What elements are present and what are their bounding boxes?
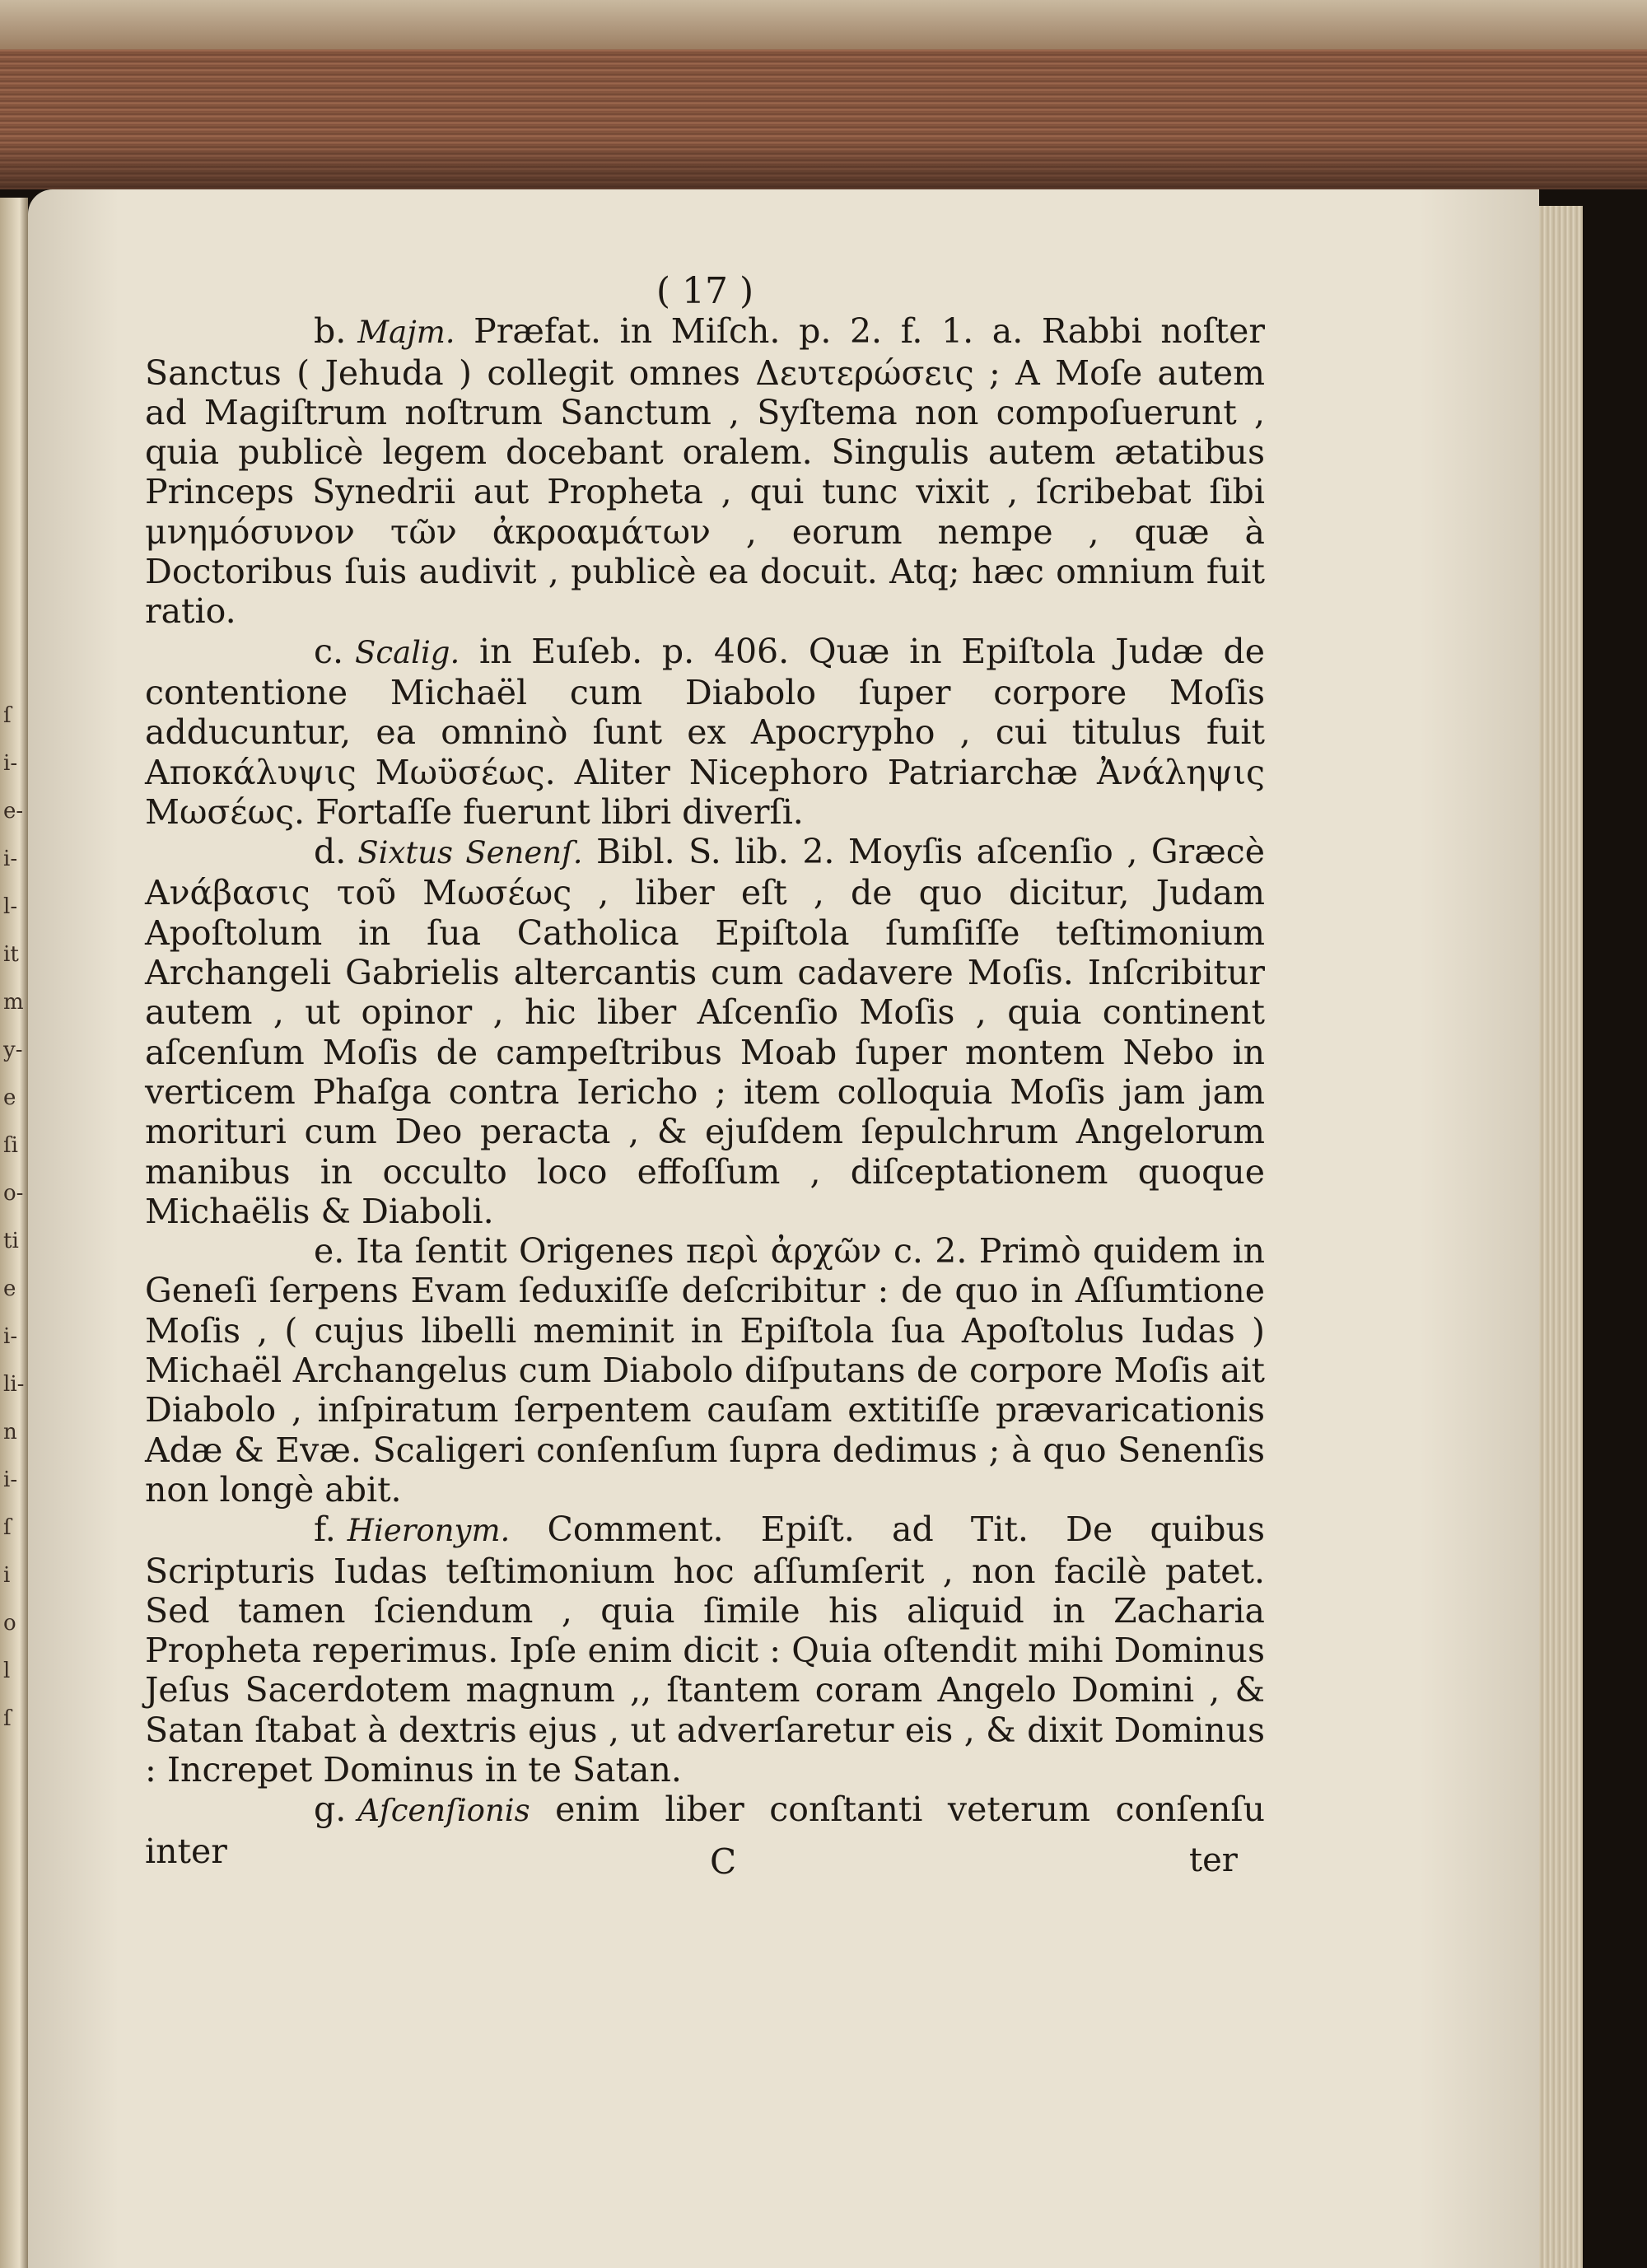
facing-page-fragment: m xyxy=(3,990,24,1015)
book-cover-edge xyxy=(0,0,1647,49)
footnote-citation: Hieronym. xyxy=(347,1513,511,1549)
facing-page-edge xyxy=(0,198,28,2268)
catchword: ter xyxy=(1189,1841,1238,1879)
footnote-d xyxy=(145,832,1265,1231)
footnote-e xyxy=(145,1231,1265,1510)
footnote-label: g. xyxy=(314,1790,347,1830)
facing-page-fragment: n xyxy=(3,1420,17,1444)
footnote-g xyxy=(145,1790,1265,1871)
facing-page-fragments xyxy=(3,692,25,1743)
footnote-citation: Sixtus Senenſ. xyxy=(357,835,583,871)
footnote-text: Ita ſentit Origenes περὶ ἀρχῶν c. 2. Primò quidem in Geneſi ſerpens Evam ſeduxiſſe deſcribitur : de quo in Aſſumtione Moſis , ( cujus libelli meminit in Epiſtola ſua Apoſtolus Iudas ) Michaël Archangelus cum Diabolo diſputans de corpore Moſis ait Diabolo , inſpiratum ſerpentem cauſam extitiſſe prævaricationis Adæ & Evæ. Scaligeri conſenſum ſupra dedimus ; à quo Senenſis non longè abit. xyxy=(145,1231,1265,1510)
footnote-text: Præfat. in Miſch. p. 2. f. 1. a. Rabbi noſter Sanctus ( Jehuda ) collegit omnes Δευτερώσεις ; A Moſe autem ad Magiſtrum noſtrum Sanctum , Syſtema non compoſuerunt , quia publicè legem docebant oralem. Singulis autem ætatibus Princeps Synedrii aut Propheta , qui tunc vixit , ſcribebat ſibi μνημόσυνον τῶν ἀκροαμάτων , eorum nempe , quæ à Doctoribus ſuis audivit , publicè ea docuit. Atq; hæc omnium fuit ratio. xyxy=(145,311,1265,632)
footnote-label: c. xyxy=(314,631,343,671)
facing-page-fragment: l xyxy=(3,1659,11,1683)
facing-page-fragment: ſ xyxy=(3,1706,12,1731)
facing-page-fragment: o xyxy=(3,1611,16,1636)
footnote-citation: Majm. xyxy=(357,315,455,351)
footnote-text: enim liber conſtanti veterum conſenſu inter xyxy=(145,1790,1265,1871)
facing-page-fragment: e- xyxy=(3,799,24,824)
footnote-b xyxy=(145,311,1265,631)
facing-page-fragment: o- xyxy=(3,1181,24,1206)
facing-page-fragment: l- xyxy=(3,894,18,919)
facing-page-fragment: ſi xyxy=(3,1133,18,1158)
footnote-f xyxy=(145,1510,1265,1790)
footnote-text: Bibl. S. lib. 2. Moyſis aſcenſio , Græcè Ανάβασις τοῦ Μωσέως , liber eſt , de quo dicitur, Judam Apoſtolum in ſua Catholica Epiſtola ſumſiſſe teſtimonium Archangeli Gabrielis altercantis cum cadavere Moſis. Inſcribitur autem , ut opinor , hic liber Aſcenſio Moſis , quia continent aſcenſum Moſis de campeſtribus Moab ſuper montem Nebo in verticem Phaſga contra Iericho ; item colloquia Moſis jam jam morituri cum Deo peracta , & ejuſdem ſepulchrum Angelorum manibus in occulto loco effoſſum , diſceptationem quoque Michaëlis & Diaboli. xyxy=(145,832,1266,1231)
facing-page-fragment: i- xyxy=(3,1324,18,1349)
page-text xyxy=(145,272,1265,1871)
footnote-citation: Aſcenſionis xyxy=(357,1793,530,1829)
footnote-text: Comment. Epiſt. ad Tit. De quibus Scripturis Iudas teſtimonium hoc aſſumſerit , non facilè patet. Sed tamen ſciendum , quia ſimile his aliquid in Zacharia Propheta reperimus. Ipſe enim dicit : Quia oſtendit mihi Dominus Jeſus Sacerdotem magnum ,, ſtantem coram Angelo Domini , & Satan ſtabat à dextris ejus , ut adverſaretur eis , & dixit Dominus : Increpet Dominus in te Satan. xyxy=(145,1510,1265,1790)
footnote-label: d. xyxy=(314,832,347,872)
facing-page-fragment: i xyxy=(3,1563,11,1588)
signature-mark: C xyxy=(710,1841,737,1882)
facing-page-fragment: it xyxy=(3,942,19,967)
facing-page-fragment: e xyxy=(3,1276,16,1301)
facing-page-fragment: i- xyxy=(3,847,18,871)
footnote-label: f. xyxy=(314,1510,336,1550)
facing-page-fragment: ſ xyxy=(3,703,12,728)
facing-page-fragment: y- xyxy=(3,1038,23,1062)
facing-page-fragment: li- xyxy=(3,1372,25,1397)
facing-page-fragment: e xyxy=(3,1085,16,1110)
facing-page-fragment: i- xyxy=(3,751,18,776)
facing-page-fragment: ſ xyxy=(3,1515,12,1540)
footnote-citation: Scalig. xyxy=(355,634,460,670)
footnote-label: b. xyxy=(314,311,347,352)
page-number-header: ( 17 ) xyxy=(656,270,754,312)
page-stack-edge xyxy=(1533,206,1583,2268)
facing-page-fragment: ti xyxy=(3,1229,19,1253)
footnote-text: in Euſeb. p. 406. Quæ in Epiſtola Judæ de contentione Michaël cum Diabolo ſuper corpore Moſis adducuntur, ea omninò ſunt ex Apocrypho , cui titulus fuit Αποκάλυψις Μωϋσέως. Aliter Nicephoro Patriarchæ Ἀνάληψις Μωσέως. Fortaſſe fuerunt libri diverſi. xyxy=(145,631,1265,832)
footnote-c xyxy=(145,632,1265,832)
facing-page-fragment: i- xyxy=(3,1468,18,1492)
footnote-label: e. xyxy=(314,1231,345,1272)
